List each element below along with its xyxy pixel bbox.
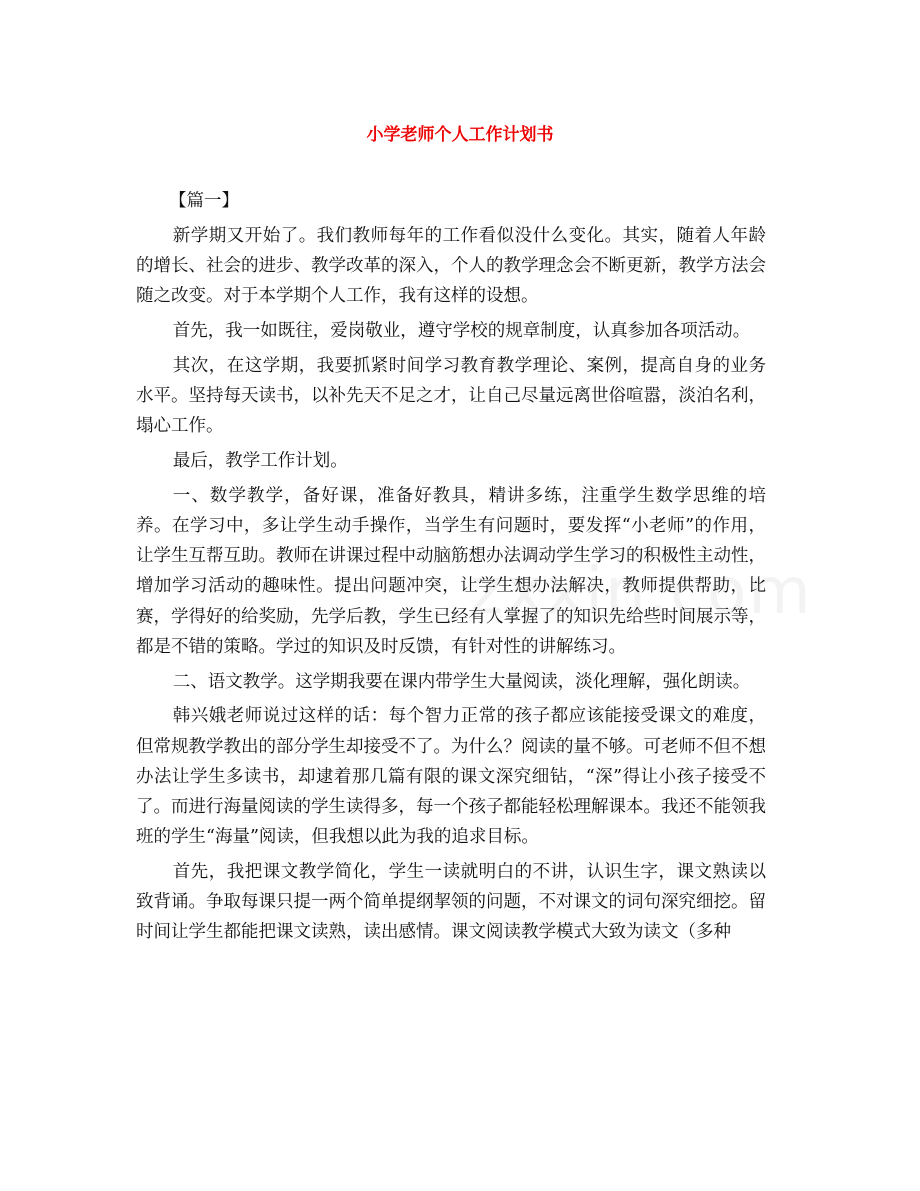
paragraph-4: 最后，教学工作计划。 (172, 451, 348, 471)
paragraph-7: 韩兴娥老师说过这样的话：每个智力正常的孩子都应该能接受课文的难度，但常规教学教出的部分学生却接受不了。为什么？阅读的量不够。可老师不但不想办法让学生多读书，却逮着那几篇有限的课文深究细钻，“深”得让小孩子接受不了。而进行海量阅读的学生读得多，每一个孩子都能轻松理解课本。我还不能领我班的学生“海量”阅读，但我想以此为我的追求目标。 (136, 706, 766, 848)
paragraph-6: 二、语文教学。这学期我要在课内带学生大量阅读，淡化理解，强化朗读。 (172, 671, 751, 692)
paragraph-1: 新学期又开始了。我们教师每年的工作看似没什么变化。其实，随着人年龄的增长、社会的进步、教学改革的深入，个人的教学理念会不断更新，教学方法会随之改变。对于本学期个人工作，我有这样的设想。 (136, 225, 766, 307)
paragraph-5: 一、数学教学，备好课，准备好教具，精讲多练，注重学生数学思维的培养。在学习中，多让学生动手操作，当学生有问题时，要发挥“小老师”的作用，让学生互帮互助。教师在讲课过程中动脑筋想办法调动学生学习的积极性主动性，增加学习活动的趣味性。提出问题冲突，让学生想办法解决，教师提供帮助，比赛，学得好的给奖励，先学后教，学生已经有人掌握了的知识先给些时间展示等，都是不错的策略。学过的知识及时反馈，有针对性的讲解练习。 (136, 485, 766, 657)
document-body (136, 186, 766, 952)
document-title: 小学老师个人工作计划书 (366, 125, 554, 145)
paragraph-8: 首先，我把课文教学简化，学生一读就明白的不讲，认识生字，课文熟读以致背诵。争取每课只提一两个简单提纲挈领的问题，不对课文的词句深究细挖。留时间让学生都能把课文读熟，读出感情。课文阅读教学模式大致为读文（多种 (136, 862, 766, 943)
paragraph-3: 其次，在这学期，我要抓紧时间学习教育教学理论、案例，提高自身的业务水平。坚持每天读书，以补先天不足之才，让自己尽量远离世俗喧嚣，淡泊名利，塌心工作。 (136, 355, 766, 437)
paragraph-2: 首先，我一如既往，爱岗敬业，遵守学校的规章制度，认真参加各项活动。 (172, 321, 751, 341)
section-label: 【篇一】 (169, 191, 239, 211)
